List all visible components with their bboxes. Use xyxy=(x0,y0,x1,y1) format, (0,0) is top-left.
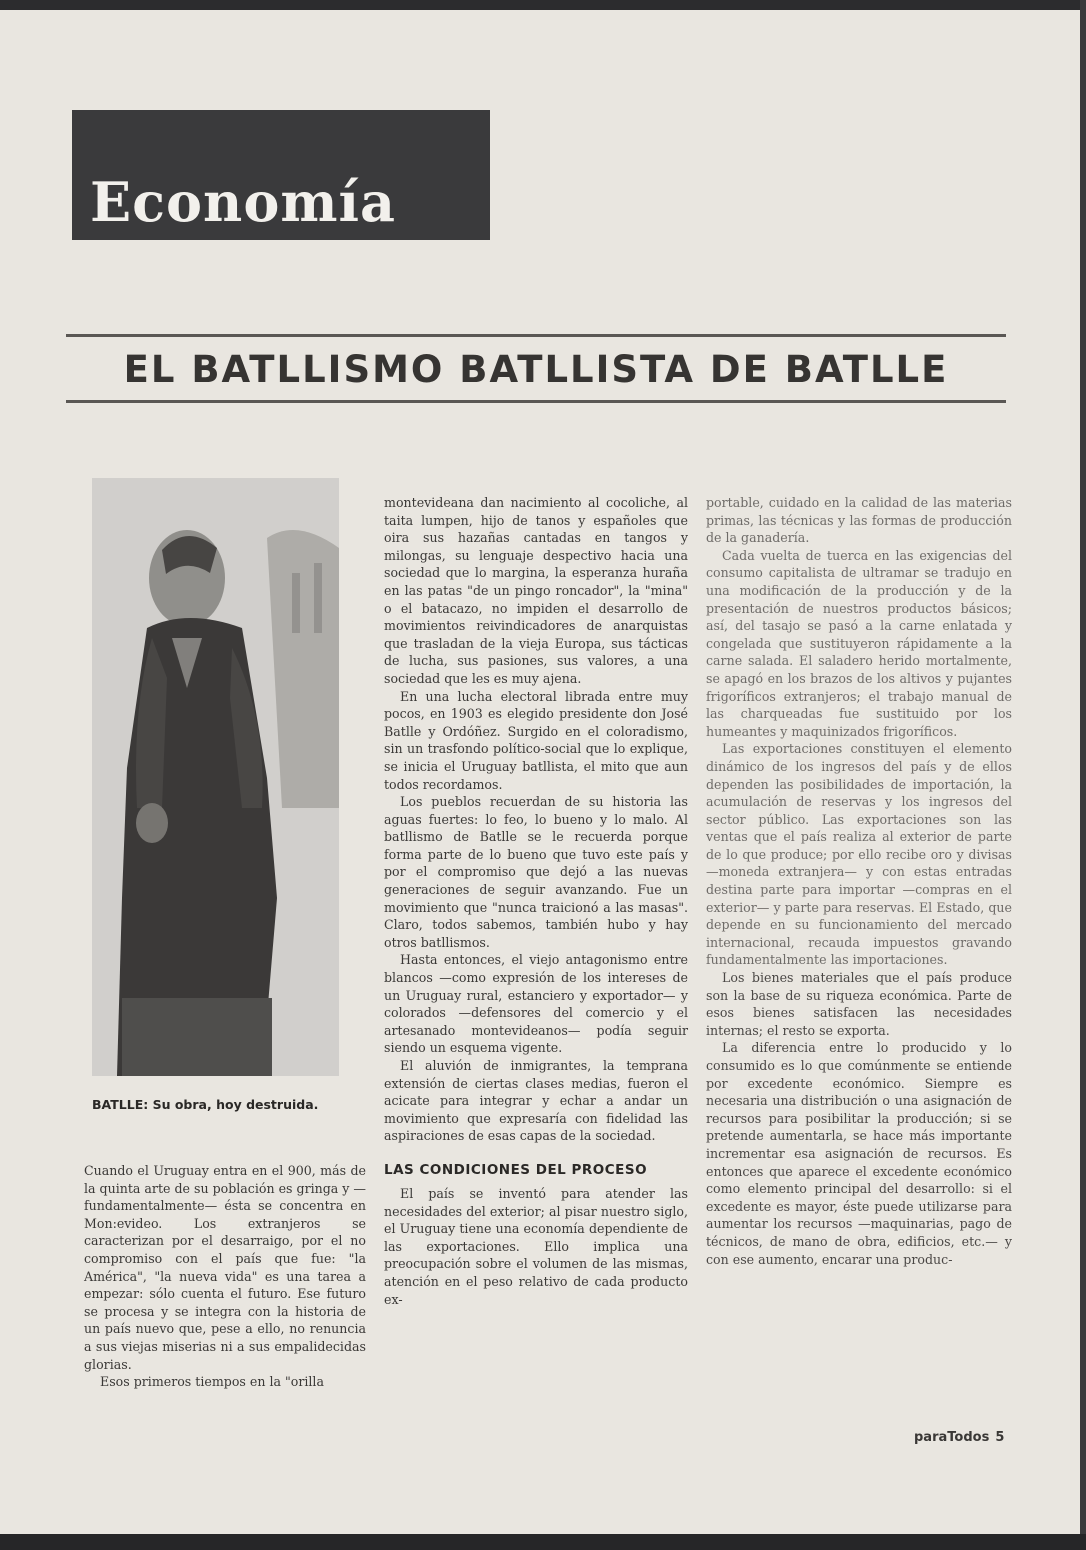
col2-paragraph: Los pueblos recuerdan de su historia las aguas fuertes: lo feo, lo bueno y lo malo. Al batllismo de Batlle se le recuerda porque forma parte de lo bueno que tuvo este país y por el compromiso que dejó a las nuevas generaciones de seguir avanzando. Fue un movimiento que "nunca traicionó a las masas". Claro, todos sabemos, también hubo y hay otros batllismos. xyxy=(384,794,688,950)
batlle-photo xyxy=(92,478,339,1076)
caption-label: BATLLE: xyxy=(92,1097,149,1112)
magazine-name: paraTodos xyxy=(914,1430,990,1445)
col3-paragraph: Cada vuelta de tuerca en las exigencias del consumo capitalista de ultramar se tradujo en una modificación de la producción y de la presentación de nuestros productos básicos; así, del tasajo se pasó a la carne enlatada y congelada que sustituyeron rápidamente a la carne salada. El saladero herido mortalmente, se apagó en los brazos de los altivos y pujantes frigoríficos extranjeros; el trabajo manual de las charqueadas fue sustituido por los humeantes y maquinizados frigoríficos. xyxy=(706,547,1012,739)
article-column-1 xyxy=(84,1162,366,1391)
col3-paragraph: Los bienes materiales que el país produce son la base de su riqueza económica. Parte de esos bienes satisfacen las necesidades internas; el resto se exporta. xyxy=(706,970,1012,1038)
bottom-edge-band xyxy=(0,1534,1086,1550)
batlle-photo-illustration xyxy=(92,478,339,1076)
top-edge-band xyxy=(0,0,1086,10)
headline-bottom-rule xyxy=(66,400,1006,403)
col1-paragraph: Cuando el Uruguay entra en el 900, más de la quinta arte de su población es gringa y —fundamentalmente— ésta se concentra en Mon:evideo. Los extranjeros se caracterizan por el desarraigo, por el no compromiso con el país que fue: "la América", "la nueva vida" es una tarea a empezar: sólo cuenta el futuro. Ese futuro se procesa y se integra con la historia de un país nuevo que, pese a ello, no renuncia a sus viejas miserias ni a sus empalidecidas glorias. xyxy=(84,1163,367,1372)
col2-paragraph: montevideana dan nacimiento al cocoliche, al taita lumpen, hijo de tanos y españoles que oira sus hazañas cantadas en tangos y milongas, su lenguaje despectivo hacia una sociedad que lo margina, la esperanza huraña en las patas "de un pingo roncador", la "mina" o el batacazo, no impiden el desarrollo de movimientos reivindicadores de anarquistas que trasladan de la vieja Europa, sus tácticas de lucha, sus pasiones, sus valores, a una sociedad que les es muy ajena. xyxy=(384,495,688,686)
right-edge-band xyxy=(1080,0,1086,1550)
caption-text: Su obra, hoy destruida. xyxy=(152,1097,319,1112)
headline-top-rule xyxy=(66,334,1006,337)
col2-paragraph: El país se inventó para atender las necesidades del exterior; al pisar nuestro siglo, el Uruguay tiene una economía dependiente de las exportaciones. Ello implica una preocupación sobre el volumen de las mismas, atención en el peso relativo de cada producto ex- xyxy=(384,1185,688,1307)
photo-caption xyxy=(92,1096,352,1114)
col3-paragraph: Las exportaciones constituyen el elemento dinámico de los ingresos del país y de ellos dependen las posibilidades de importación, la acumulación de reservas y los ingresos del sector público. Las exportaciones son las ventas que el país realiza al exterior de parte de lo que produce; por ello recibe oro y divisas —moneda extranjera— y con estas entradas destina parte para importar —compras en el exterior— y parte para reservas. El Estado, que depende en su funcionamiento del mercado internacional, recauda impuestos gravando fundamentalmente las importaciones. xyxy=(706,741,1012,968)
col1-paragraph: Esos primeros tiempos en la "orilla xyxy=(100,1374,324,1390)
col2-paragraph: En una lucha electoral librada entre muy pocos, en 1903 es elegido presidente don José Batlle y Ordóñez. Surgido en el coloradismo, sin un trasfondo político-social que lo explique, se inicia el Uruguay batllista, el mito que aun todos recordamos. xyxy=(384,688,688,792)
col2-paragraph: Hasta entonces, el viejo antagonismo entre blancos —como expresión de los intereses de un Uruguay rural, estanciero y exportador— y colorados —defensores del comercio y el artesanado montevideanos— podía seguir siendo un esquema vigente. xyxy=(384,952,688,1056)
col2-paragraph: El aluvión de inmigrantes, la temprana extensión de ciertas clases medias, fueron el acicate para integrar y echar a andar un movimiento que expresaría con fidelidad las aspiraciones de esas capas de la sociedad. xyxy=(384,1058,688,1144)
article-column-2 xyxy=(384,494,688,1308)
page-number: 5 xyxy=(995,1430,1005,1445)
col3-paragraph: portable, cuidado en la calidad de las materias primas, las técnicas y las formas de producción de la ganadería. xyxy=(706,495,1012,546)
article-subhead: LAS CONDICIONES DEL PROCESO xyxy=(384,1161,648,1178)
page-footer xyxy=(914,1430,1004,1445)
col3-paragraph: La diferencia entre lo producido y lo consumido es lo que comúnmente se entiende por excedente económico. Siempre es necesaria una distribución o una asignación de recursos para posibilitar la producción; si se pretende aumentarla, se hace más importante incrementar esa asignación de recursos. Es entonces que aparece el excedente económico como elemento principal del desarrollo: si el excedente es mayor, éste puede utilizarse para aumentar los recursos —maquinarias, pago de técnicos, de mano de obra, edificios, etc.— y con ese aumento, encarar una produc- xyxy=(706,1040,1012,1267)
section-title: Economía xyxy=(90,170,396,234)
article-headline: EL BATLLISMO BATLLISTA DE BATLLE xyxy=(123,348,949,391)
article-column-3 xyxy=(706,494,1012,1268)
